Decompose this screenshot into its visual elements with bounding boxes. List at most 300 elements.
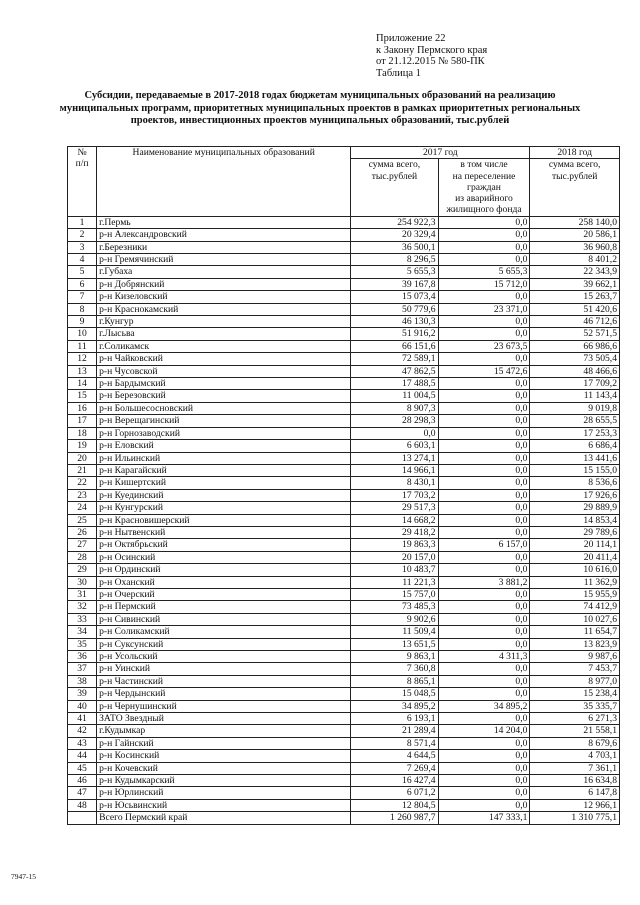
table-row bbox=[68, 613, 620, 625]
header-resettlement-line: на переселение bbox=[452, 170, 516, 182]
municipality-name-cell: г.Кунгур bbox=[97, 316, 351, 328]
sum-2018-cell: 51 420,6 bbox=[530, 303, 620, 315]
municipality-name-cell: р-н Усольский bbox=[97, 651, 351, 663]
table-row bbox=[68, 241, 620, 253]
sum-2017-cell: 20 329,4 bbox=[351, 229, 438, 241]
header-resettlement-line: в том числе bbox=[460, 159, 508, 171]
sum-2017-cell: 72 589,1 bbox=[351, 353, 438, 365]
resettlement-2017-cell: 0,0 bbox=[438, 750, 530, 762]
sum-2017-cell: 19 863,3 bbox=[351, 539, 438, 551]
sum-2017-cell: 4 644,5 bbox=[351, 750, 438, 762]
row-number-cell: 35 bbox=[68, 638, 97, 650]
sum-2018-cell: 6 686,4 bbox=[530, 440, 620, 452]
row-number-cell: 10 bbox=[68, 328, 97, 340]
table-row bbox=[68, 266, 620, 278]
row-number-cell: 7 bbox=[68, 291, 97, 303]
resettlement-2017-cell: 0,0 bbox=[438, 787, 530, 799]
sum-2017-cell: 9 902,6 bbox=[351, 613, 438, 625]
sum-2018-cell: 9 019,8 bbox=[530, 402, 620, 414]
sum-2018-cell: 8 679,6 bbox=[530, 737, 620, 749]
resettlement-2017-cell: 0,0 bbox=[438, 415, 530, 427]
row-number-cell: 30 bbox=[68, 576, 97, 588]
municipality-name-cell: р-н Уинский bbox=[97, 663, 351, 675]
resettlement-2017-cell: 0,0 bbox=[438, 316, 530, 328]
table-row bbox=[68, 737, 620, 749]
municipality-name-cell: р-н Краснокамский bbox=[97, 303, 351, 315]
title-line: проектов, инвестиционных проектов муниципальных образований, тыс.рублей bbox=[130, 115, 510, 126]
resettlement-2017-cell: 0,0 bbox=[438, 489, 530, 501]
sum-2018-cell: 17 709,2 bbox=[530, 378, 620, 390]
resettlement-2017-cell: 0,0 bbox=[438, 688, 530, 700]
row-number-cell: 3 bbox=[68, 241, 97, 253]
sum-2017-cell: 0,0 bbox=[351, 427, 438, 439]
resettlement-2017-cell: 0,0 bbox=[438, 675, 530, 687]
header-year-2018: 2018 год bbox=[530, 147, 620, 159]
table-row bbox=[68, 316, 620, 328]
sum-2018-cell: 12 966,1 bbox=[530, 799, 620, 811]
sum-2018-cell: 11 654,7 bbox=[530, 626, 620, 638]
sum-2018-cell: 29 889,9 bbox=[530, 502, 620, 514]
row-number-cell: 26 bbox=[68, 526, 97, 538]
resettlement-2017-cell: 0,0 bbox=[438, 551, 530, 563]
sum-2017-cell: 6 193,1 bbox=[351, 713, 438, 725]
municipality-name-cell: р-н Верещагинский bbox=[97, 415, 351, 427]
municipality-name-cell: р-н Кишертский bbox=[97, 477, 351, 489]
sum-2017-cell: 254 922,3 bbox=[351, 216, 438, 228]
row-number-cell: 40 bbox=[68, 700, 97, 712]
sum-2017-cell: 11 509,4 bbox=[351, 626, 438, 638]
document-title bbox=[40, 90, 600, 128]
sum-2017-cell: 16 427,4 bbox=[351, 775, 438, 787]
resettlement-2017-cell: 4 311,3 bbox=[438, 651, 530, 663]
sum-2018-cell: 10 027,6 bbox=[530, 613, 620, 625]
header-year-2017: 2017 год bbox=[351, 147, 530, 159]
sum-2018-cell: 4 703,1 bbox=[530, 750, 620, 762]
sum-2017-cell: 34 895,2 bbox=[351, 700, 438, 712]
header-name: Наименование муниципальных образований bbox=[97, 147, 351, 217]
sum-2017-cell: 8 907,3 bbox=[351, 402, 438, 414]
header-resettlement bbox=[438, 159, 530, 216]
sum-2018-cell: 21 558,1 bbox=[530, 725, 620, 737]
municipality-name-cell: Всего Пермский край bbox=[97, 812, 351, 824]
sum-2017-cell: 50 779,6 bbox=[351, 303, 438, 315]
table-row bbox=[68, 750, 620, 762]
sum-2017-cell: 29 517,3 bbox=[351, 502, 438, 514]
header-sum-2018-line: тыс.рублей bbox=[551, 170, 598, 182]
resettlement-2017-cell: 14 204,0 bbox=[438, 725, 530, 737]
row-number-cell: 20 bbox=[68, 452, 97, 464]
municipality-name-cell: р-н Гайнский bbox=[97, 737, 351, 749]
resettlement-2017-cell: 0,0 bbox=[438, 601, 530, 613]
row-number-cell: 46 bbox=[68, 775, 97, 787]
sum-2017-cell: 36 500,1 bbox=[351, 241, 438, 253]
sum-2018-cell: 17 926,6 bbox=[530, 489, 620, 501]
municipality-name-cell: г.Кудымкар bbox=[97, 725, 351, 737]
sum-2017-cell: 13 274,1 bbox=[351, 452, 438, 464]
table-row bbox=[68, 464, 620, 476]
sum-2017-cell: 10 483,7 bbox=[351, 564, 438, 576]
row-number-cell: 23 bbox=[68, 489, 97, 501]
row-number-cell: 18 bbox=[68, 427, 97, 439]
municipality-name-cell: р-н Суксунский bbox=[97, 638, 351, 650]
table-row bbox=[68, 452, 620, 464]
row-number-cell: 6 bbox=[68, 278, 97, 290]
sum-2018-cell: 8 401,2 bbox=[530, 254, 620, 266]
resettlement-2017-cell: 23 371,0 bbox=[438, 303, 530, 315]
sum-2018-cell: 7 453,7 bbox=[530, 663, 620, 675]
resettlement-2017-cell: 5 655,3 bbox=[438, 266, 530, 278]
municipality-name-cell: р-н Чернушинский bbox=[97, 700, 351, 712]
resettlement-2017-cell: 0,0 bbox=[438, 229, 530, 241]
sum-2018-cell: 36 960,8 bbox=[530, 241, 620, 253]
sum-2017-cell: 14 668,2 bbox=[351, 514, 438, 526]
municipality-name-cell: г.Пермь bbox=[97, 216, 351, 228]
row-number-cell: 38 bbox=[68, 675, 97, 687]
row-number-cell: 37 bbox=[68, 663, 97, 675]
subsidies-table bbox=[67, 146, 620, 825]
sum-2017-cell: 17 703,2 bbox=[351, 489, 438, 501]
resettlement-2017-cell: 0,0 bbox=[438, 762, 530, 774]
municipality-name-cell: г.Губаха bbox=[97, 266, 351, 278]
table-row bbox=[68, 651, 620, 663]
table-row bbox=[68, 440, 620, 452]
row-number-cell: 1 bbox=[68, 216, 97, 228]
sum-2018-cell: 15 955,9 bbox=[530, 588, 620, 600]
row-number-cell: 28 bbox=[68, 551, 97, 563]
sum-2017-cell: 6 071,2 bbox=[351, 787, 438, 799]
table-row bbox=[68, 551, 620, 563]
row-number-cell: 25 bbox=[68, 514, 97, 526]
sum-2018-cell: 20 411,4 bbox=[530, 551, 620, 563]
sum-2017-cell: 6 603,1 bbox=[351, 440, 438, 452]
table-row bbox=[68, 688, 620, 700]
table-row bbox=[68, 254, 620, 266]
resettlement-2017-cell: 0,0 bbox=[438, 713, 530, 725]
row-number-cell: 8 bbox=[68, 303, 97, 315]
municipality-name-cell: р-н Чердынский bbox=[97, 688, 351, 700]
sum-2018-cell: 10 616,0 bbox=[530, 564, 620, 576]
municipality-name-cell: р-н Оханский bbox=[97, 576, 351, 588]
table-row bbox=[68, 638, 620, 650]
table-row bbox=[68, 700, 620, 712]
sum-2017-cell: 11 004,5 bbox=[351, 390, 438, 402]
resettlement-2017-cell: 0,0 bbox=[438, 427, 530, 439]
sum-2017-cell: 73 485,3 bbox=[351, 601, 438, 613]
sum-2018-cell: 13 823,9 bbox=[530, 638, 620, 650]
sum-2017-cell: 12 804,5 bbox=[351, 799, 438, 811]
header-sum-2017-line: сумма всего, bbox=[368, 159, 421, 171]
title-line: муниципальных программ, приоритетных муниципальных проектов в рамках приоритетных региональных bbox=[59, 102, 581, 114]
header-resettlement-line: жилищного фонда bbox=[446, 204, 522, 216]
table-row bbox=[68, 378, 620, 390]
row-number-cell: 41 bbox=[68, 713, 97, 725]
municipality-name-cell: ЗАТО Звездный bbox=[97, 713, 351, 725]
sum-2018-cell: 74 412,9 bbox=[530, 601, 620, 613]
resettlement-2017-cell: 0,0 bbox=[438, 402, 530, 414]
row-number-cell: 48 bbox=[68, 799, 97, 811]
sum-2018-cell: 14 853,4 bbox=[530, 514, 620, 526]
table-row bbox=[68, 539, 620, 551]
row-number-cell: 27 bbox=[68, 539, 97, 551]
resettlement-2017-cell: 0,0 bbox=[438, 502, 530, 514]
table-row bbox=[68, 526, 620, 538]
row-number-cell: 22 bbox=[68, 477, 97, 489]
sum-2017-cell: 8 296,5 bbox=[351, 254, 438, 266]
resettlement-2017-cell: 0,0 bbox=[438, 241, 530, 253]
municipality-name-cell: р-н Кизеловский bbox=[97, 291, 351, 303]
municipality-name-cell: р-н Горнозаводский bbox=[97, 427, 351, 439]
sum-2017-cell: 8 571,4 bbox=[351, 737, 438, 749]
sum-2018-cell: 66 986,6 bbox=[530, 340, 620, 352]
sum-2018-cell: 39 662,1 bbox=[530, 278, 620, 290]
sum-2018-cell: 13 441,6 bbox=[530, 452, 620, 464]
resettlement-2017-cell: 0,0 bbox=[438, 638, 530, 650]
header-num bbox=[68, 147, 97, 217]
resettlement-2017-cell: 23 673,5 bbox=[438, 340, 530, 352]
resettlement-2017-cell: 0,0 bbox=[438, 588, 530, 600]
sum-2018-cell: 22 343,9 bbox=[530, 266, 620, 278]
row-number-cell: 13 bbox=[68, 365, 97, 377]
resettlement-2017-cell: 0,0 bbox=[438, 440, 530, 452]
municipality-name-cell: р-н Ильинский bbox=[97, 452, 351, 464]
header-sum-2018-line: сумма всего, bbox=[548, 159, 601, 171]
resettlement-2017-cell: 0,0 bbox=[438, 737, 530, 749]
sum-2018-cell: 52 571,5 bbox=[530, 328, 620, 340]
resettlement-2017-cell: 0,0 bbox=[438, 464, 530, 476]
sum-2017-cell: 51 916,2 bbox=[351, 328, 438, 340]
sum-2017-cell: 1 260 987,7 bbox=[351, 812, 438, 824]
footer-code: 7947-15 bbox=[11, 872, 36, 881]
sum-2017-cell: 46 130,3 bbox=[351, 316, 438, 328]
table-row bbox=[68, 775, 620, 787]
sum-2017-cell: 14 966,1 bbox=[351, 464, 438, 476]
municipality-name-cell: р-н Еловский bbox=[97, 440, 351, 452]
municipality-name-cell: р-н Сивинский bbox=[97, 613, 351, 625]
sum-2018-cell: 6 147,8 bbox=[530, 787, 620, 799]
sum-2017-cell: 8 865,1 bbox=[351, 675, 438, 687]
municipality-name-cell: р-н Частинский bbox=[97, 675, 351, 687]
resettlement-2017-cell: 0,0 bbox=[438, 390, 530, 402]
table-row bbox=[68, 576, 620, 588]
table-row bbox=[68, 402, 620, 414]
row-number-cell: 47 bbox=[68, 787, 97, 799]
sum-2017-cell: 20 157,0 bbox=[351, 551, 438, 563]
table-row bbox=[68, 725, 620, 737]
sum-2018-cell: 15 155,0 bbox=[530, 464, 620, 476]
title-line: Субсидии, передаваемые в 2017-2018 годах бюджетам муниципальных образований на реализацию bbox=[84, 90, 556, 101]
row-number-cell: 36 bbox=[68, 651, 97, 663]
sum-2018-cell: 1 310 775,1 bbox=[530, 812, 620, 824]
municipality-name-cell: р-н Александровский bbox=[97, 229, 351, 241]
municipality-name-cell: г.Лысьва bbox=[97, 328, 351, 340]
resettlement-2017-cell: 0,0 bbox=[438, 564, 530, 576]
sum-2017-cell: 7 269,4 bbox=[351, 762, 438, 774]
row-number-cell: 12 bbox=[68, 353, 97, 365]
sum-2017-cell: 28 298,3 bbox=[351, 415, 438, 427]
table-row bbox=[68, 787, 620, 799]
sum-2017-cell: 66 151,6 bbox=[351, 340, 438, 352]
municipality-name-cell: р-н Кочевский bbox=[97, 762, 351, 774]
row-number-cell: 17 bbox=[68, 415, 97, 427]
table-row bbox=[68, 514, 620, 526]
municipality-name-cell: р-н Очерский bbox=[97, 588, 351, 600]
resettlement-2017-cell: 0,0 bbox=[438, 452, 530, 464]
sum-2018-cell: 16 634,8 bbox=[530, 775, 620, 787]
municipality-name-cell: р-н Карагайский bbox=[97, 464, 351, 476]
table-row bbox=[68, 762, 620, 774]
sum-2017-cell: 21 289,4 bbox=[351, 725, 438, 737]
row-number-cell: 16 bbox=[68, 402, 97, 414]
sum-2018-cell: 35 335,7 bbox=[530, 700, 620, 712]
municipality-name-cell: р-н Нытвенский bbox=[97, 526, 351, 538]
municipality-name-cell: р-н Чусовской bbox=[97, 365, 351, 377]
municipality-name-cell: р-н Октябрьский bbox=[97, 539, 351, 551]
sum-2018-cell: 29 789,6 bbox=[530, 526, 620, 538]
municipality-name-cell: р-н Юрлинский bbox=[97, 787, 351, 799]
sum-2018-cell: 11 362,9 bbox=[530, 576, 620, 588]
header-resettlement-line: из аварийного bbox=[455, 193, 513, 205]
appendix-line: Приложение 22 bbox=[376, 33, 446, 44]
municipality-name-cell: р-н Кудымкарский bbox=[97, 775, 351, 787]
sum-2018-cell: 9 987,6 bbox=[530, 651, 620, 663]
sum-2017-cell: 5 655,3 bbox=[351, 266, 438, 278]
table-row bbox=[68, 663, 620, 675]
sum-2017-cell: 15 073,4 bbox=[351, 291, 438, 303]
table-row bbox=[68, 278, 620, 290]
resettlement-2017-cell: 0,0 bbox=[438, 477, 530, 489]
row-number-cell: 11 bbox=[68, 340, 97, 352]
sum-2017-cell: 17 488,5 bbox=[351, 378, 438, 390]
sum-2018-cell: 20 114,1 bbox=[530, 539, 620, 551]
row-number-cell: 34 bbox=[68, 626, 97, 638]
table-row bbox=[68, 365, 620, 377]
row-number-cell: 19 bbox=[68, 440, 97, 452]
table-row bbox=[68, 799, 620, 811]
sum-2018-cell: 11 143,4 bbox=[530, 390, 620, 402]
resettlement-2017-cell: 3 881,2 bbox=[438, 576, 530, 588]
table-row bbox=[68, 390, 620, 402]
sum-2017-cell: 9 863,1 bbox=[351, 651, 438, 663]
table-row bbox=[68, 353, 620, 365]
municipality-name-cell: р-н Березовский bbox=[97, 390, 351, 402]
table-row bbox=[68, 229, 620, 241]
resettlement-2017-cell: 0,0 bbox=[438, 775, 530, 787]
sum-2018-cell: 20 586,1 bbox=[530, 229, 620, 241]
resettlement-2017-cell: 0,0 bbox=[438, 328, 530, 340]
row-number-cell: 29 bbox=[68, 564, 97, 576]
sum-2018-cell: 7 361,1 bbox=[530, 762, 620, 774]
row-number-cell: 4 bbox=[68, 254, 97, 266]
table-row bbox=[68, 477, 620, 489]
row-number-cell: 2 bbox=[68, 229, 97, 241]
table-row bbox=[68, 502, 620, 514]
municipality-name-cell: р-н Красновишерский bbox=[97, 514, 351, 526]
row-number-cell: 15 bbox=[68, 390, 97, 402]
municipality-name-cell: р-н Куединский bbox=[97, 489, 351, 501]
resettlement-2017-cell: 0,0 bbox=[438, 526, 530, 538]
municipality-name-cell: р-н Ординский bbox=[97, 564, 351, 576]
appendix-line: от 21.12.2015 № 580-ПК bbox=[376, 56, 485, 67]
resettlement-2017-cell: 34 895,2 bbox=[438, 700, 530, 712]
sum-2017-cell: 11 221,3 bbox=[351, 576, 438, 588]
sum-2018-cell: 258 140,0 bbox=[530, 216, 620, 228]
sum-2018-cell: 6 271,3 bbox=[530, 713, 620, 725]
sum-2017-cell: 7 360,8 bbox=[351, 663, 438, 675]
sum-2018-cell: 73 505,4 bbox=[530, 353, 620, 365]
sum-2017-cell: 8 430,1 bbox=[351, 477, 438, 489]
resettlement-2017-cell: 6 157,0 bbox=[438, 539, 530, 551]
table-row bbox=[68, 415, 620, 427]
row-number-cell: 45 bbox=[68, 762, 97, 774]
resettlement-2017-cell: 0,0 bbox=[438, 663, 530, 675]
municipality-name-cell: р-н Соликамский bbox=[97, 626, 351, 638]
header-num-label: № bbox=[77, 147, 87, 158]
table-row bbox=[68, 564, 620, 576]
municipality-name-cell: р-н Кунгурский bbox=[97, 502, 351, 514]
appendix-line: к Закону Пермского края bbox=[376, 44, 488, 56]
resettlement-2017-cell: 0,0 bbox=[438, 291, 530, 303]
municipality-name-cell: р-н Юсьвинский bbox=[97, 799, 351, 811]
header-sum-2018 bbox=[530, 159, 620, 216]
row-number-cell: 5 bbox=[68, 266, 97, 278]
resettlement-2017-cell: 147 333,1 bbox=[438, 812, 530, 824]
municipality-name-cell: г.Соликамск bbox=[97, 340, 351, 352]
resettlement-2017-cell: 15 472,6 bbox=[438, 365, 530, 377]
resettlement-2017-cell: 0,0 bbox=[438, 216, 530, 228]
row-number-cell: 14 bbox=[68, 378, 97, 390]
row-number-cell bbox=[68, 812, 97, 824]
sum-2017-cell: 39 167,8 bbox=[351, 278, 438, 290]
resettlement-2017-cell: 0,0 bbox=[438, 514, 530, 526]
row-number-cell: 33 bbox=[68, 613, 97, 625]
municipality-name-cell: р-н Большесосновский bbox=[97, 402, 351, 414]
resettlement-2017-cell: 0,0 bbox=[438, 799, 530, 811]
resettlement-2017-cell: 0,0 bbox=[438, 626, 530, 638]
sum-2017-cell: 15 757,0 bbox=[351, 588, 438, 600]
municipality-name-cell: р-н Добрянский bbox=[97, 278, 351, 290]
municipality-name-cell: р-н Пермский bbox=[97, 601, 351, 613]
row-number-cell: 31 bbox=[68, 588, 97, 600]
municipality-name-cell: р-н Чайковский bbox=[97, 353, 351, 365]
table-row bbox=[68, 340, 620, 352]
header-sum-2017 bbox=[351, 159, 438, 216]
row-number-cell: 42 bbox=[68, 725, 97, 737]
sum-2018-cell: 48 466,6 bbox=[530, 365, 620, 377]
sum-2018-cell: 8 977,0 bbox=[530, 675, 620, 687]
sum-2017-cell: 47 862,5 bbox=[351, 365, 438, 377]
row-number-cell: 24 bbox=[68, 502, 97, 514]
sum-2018-cell: 15 238,4 bbox=[530, 688, 620, 700]
resettlement-2017-cell: 0,0 bbox=[438, 353, 530, 365]
municipality-name-cell: р-н Косинский bbox=[97, 750, 351, 762]
sum-2017-cell: 13 651,5 bbox=[351, 638, 438, 650]
appendix-block bbox=[376, 33, 487, 79]
table-row bbox=[68, 216, 620, 228]
sum-2018-cell: 15 263,7 bbox=[530, 291, 620, 303]
table-row bbox=[68, 427, 620, 439]
row-number-cell: 43 bbox=[68, 737, 97, 749]
municipality-name-cell: р-н Бардымский bbox=[97, 378, 351, 390]
row-number-cell: 9 bbox=[68, 316, 97, 328]
table-body bbox=[68, 216, 620, 824]
row-number-cell: 39 bbox=[68, 688, 97, 700]
municipality-name-cell: р-н Гремячинский bbox=[97, 254, 351, 266]
appendix-line: Таблица 1 bbox=[376, 67, 421, 79]
table-row bbox=[68, 713, 620, 725]
sum-2017-cell: 29 418,2 bbox=[351, 526, 438, 538]
table-row bbox=[68, 291, 620, 303]
resettlement-2017-cell: 0,0 bbox=[438, 378, 530, 390]
